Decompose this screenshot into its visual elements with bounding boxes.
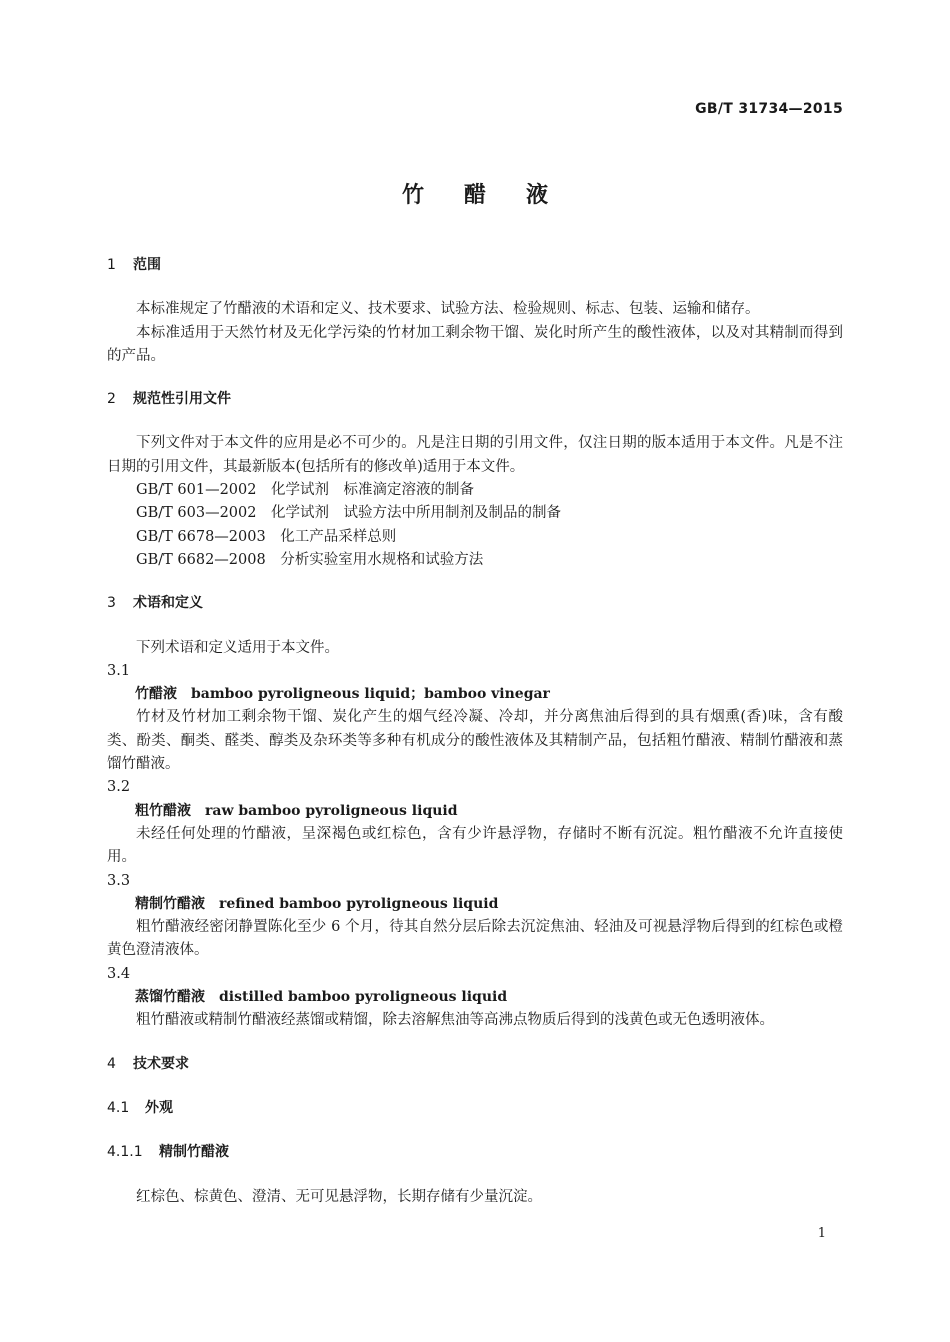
reference-item <box>107 549 843 572</box>
reference-name: 化学试剂 试验方法中所用制剂及制品的制备 <box>270 505 561 522</box>
section-title: 术语和定义 <box>133 595 203 612</box>
document-body <box>107 254 843 1209</box>
term-definition: 未经任何处理的竹醋液，呈深褐色或红棕色，含有少许悬浮物，存储时不断有沉淀。粗竹醋液不允许直接使用。 <box>107 825 843 866</box>
reference-item <box>107 526 843 549</box>
document-title: 竹醋液 <box>401 183 588 208</box>
reference-name: 化工产品采样总则 <box>280 528 397 545</box>
term-number: 3.4 <box>107 965 131 982</box>
section-2-body <box>107 432 843 572</box>
standard-code: GB/T 31734—2015 <box>695 101 843 117</box>
reference-code: GB/T 601—2002 <box>136 482 257 499</box>
term-en: distilled bamboo pyroligneous liquid <box>219 989 508 1006</box>
subsection-title: 外观 <box>145 1099 173 1116</box>
section-3-heading <box>107 592 843 615</box>
section-number: 2 <box>107 391 116 408</box>
section-3-body <box>107 637 843 1033</box>
reference-code: GB/T 6678—2003 <box>136 528 266 545</box>
paragraph: 下列术语和定义适用于本文件。 <box>136 639 339 656</box>
section-title: 规范性引用文件 <box>133 391 231 408</box>
term-number: 3.1 <box>107 662 131 679</box>
section-1-body <box>107 298 843 368</box>
term-number: 3.2 <box>107 779 131 796</box>
term-zh: 精制竹醋液 <box>135 895 205 912</box>
section-number: 3 <box>107 595 116 612</box>
term-heading <box>107 893 843 916</box>
section-2-heading <box>107 388 843 411</box>
section-1-heading <box>107 254 843 277</box>
subsection-4-1-heading <box>107 1097 843 1120</box>
paragraph: 下列文件对于本文件的应用是必不可少的。凡是注日期的引用文件，仅注日期的版本适用于本文件。凡是不注日期的引用文件，其最新版本(包括所有的修改单)适用于本文件。 <box>107 435 843 475</box>
term-heading <box>107 986 843 1009</box>
section-number: 4 <box>107 1055 116 1072</box>
subsection-4-1-1-heading <box>107 1141 843 1164</box>
subsection-number: 4.1 <box>107 1099 130 1116</box>
section-4-heading <box>107 1053 843 1076</box>
term-en: refined bamboo pyroligneous liquid <box>219 895 499 912</box>
paragraph: 本标准适用于天然竹材及无化学污染的竹材加工剩余物干馏、炭化时所产生的酸性液体，以及对其精制而得到的产品。 <box>107 324 843 364</box>
page-number: 1 <box>817 1226 826 1241</box>
paragraph: 红棕色、棕黄色、澄清、无可见悬浮物，长期存储有少量沉淀。 <box>136 1188 542 1205</box>
term-zh: 竹醋液 <box>135 686 177 703</box>
term-definition: 竹材及竹材加工剩余物干馏、炭化产生的烟气经冷凝、冷却，并分离焦油后得到的具有烟熏(香)味，含有酸类、酚类、酮类、醛类、醇类及杂环类等多种有机成分的酸性液体及其精制产品，包括粗竹醋液、精制竹醋液和蒸馏竹醋液。 <box>107 709 843 773</box>
reference-item <box>107 479 843 502</box>
reference-item <box>107 502 843 525</box>
reference-name: 分析实验室用水规格和试验方法 <box>280 551 484 568</box>
term-zh: 蒸馏竹醋液 <box>135 989 205 1006</box>
term-heading <box>107 800 843 823</box>
term-number: 3.3 <box>107 872 131 889</box>
subsection-title: 精制竹醋液 <box>159 1144 229 1161</box>
subsection-number: 4.1.1 <box>107 1144 143 1161</box>
term-en: bamboo pyroligneous liquid；bamboo vinegar <box>191 686 550 703</box>
paragraph: 本标准规定了竹醋液的术语和定义、技术要求、试验方法、检验规则、标志、包装、运输和储存。 <box>136 301 760 318</box>
reference-name: 化学试剂 标准滴定溶液的制备 <box>270 482 474 499</box>
term-definition: 粗竹醋液经密闭静置陈化至少 6 个月，待其自然分层后除去沉淀焦油、轻油及可视悬浮物后得到的红棕色或橙黄色澄清液体。 <box>107 919 843 959</box>
term-heading <box>107 683 843 706</box>
section-title: 技术要求 <box>133 1055 189 1072</box>
section-number: 1 <box>107 257 116 273</box>
section-title: 范围 <box>133 257 161 273</box>
reference-code: GB/T 603—2002 <box>136 505 257 522</box>
term-zh: 粗竹醋液 <box>135 802 191 819</box>
term-en: raw bamboo pyroligneous liquid <box>205 802 458 819</box>
term-definition: 粗竹醋液或精制竹醋液经蒸馏或精馏，除去溶解焦油等高沸点物质后得到的浅黄色或无色透明液体。 <box>136 1012 774 1029</box>
reference-code: GB/T 6682—2008 <box>136 551 266 568</box>
